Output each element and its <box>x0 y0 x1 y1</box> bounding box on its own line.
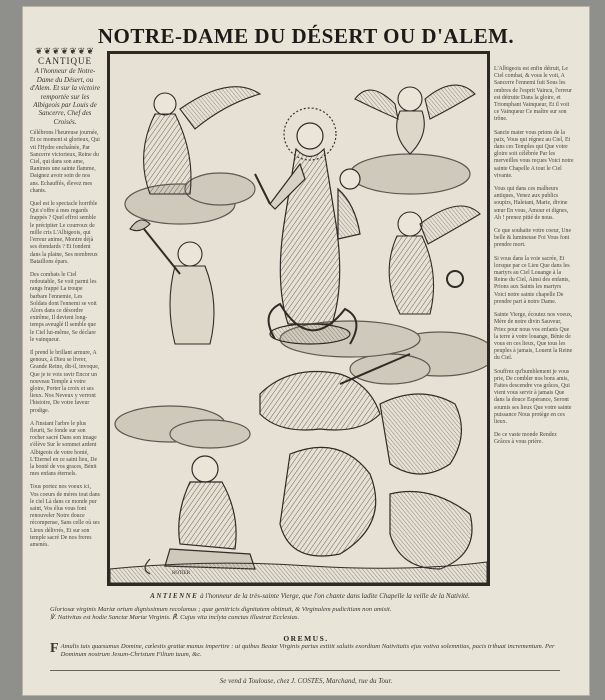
antienne-text: à l'honneur de la très-sainte Vierge, que l'on chante dans ladite Chapelle la veille de la Nativité. <box>200 592 470 600</box>
stanza: Sainte Vierge, écoutez nos voeux, Mère de notre divin Sauveur, Priez pour nous vos enfants Que la terre à votre louange, Bénie de vous en ces lieux, Que tous les peuples à jamais, Louent la Reine du Ciel. <box>494 312 573 362</box>
engraving-illustration <box>110 54 487 583</box>
stanza: Célébrons l'heureuse journée, Et ce moment si glorieux, Qui vit l'Hydre enchaînée, Par Sancerre victorieux, Reine du Ciel, qui dans son ame, Ranimes une sainte flamme, Daignez avoir soin de nos ans. Echauffés, élevez mes chants. <box>30 130 100 194</box>
oremus-heading: OREMUS. <box>283 634 329 643</box>
engraver-signature: ROTIER <box>172 571 191 576</box>
printer-imprint: Se vend à Toulouse, chez J. COSTES, Marchand, rue du Tour. <box>219 677 393 685</box>
stanza: Souffrez qu'humblement je vous prie, De combler nos bons amis, Faites descendre vos grâces, Qui vient vous servir à jamais Que dans la douce Espérance, Seront soumis ses lieux Que votre sainte puissance Nous protège en ces lieux. <box>494 368 572 425</box>
stanza: L'Albigeois est enfin détruit, Le Ciel combat, & vous le voit, A Sancerre l'ennemi fuit Sous les ombres de l'esprit Vaincu, l'erreur est détruite Dans la gloire, et Triomphant Vainqueur, Et il voit ce Vainqueur Ce maître sur son trône. <box>494 66 572 123</box>
stanza: Si vous dans la voie sacrée, Et lorsque par ce Lieu Que dans les martyrs au Ciel Louange à la Reine du Ciel, Ainsi des enfants, Prions aux Saints les martyrs Voici notre sainte chapelle De prendre part à notre Dame. <box>494 255 570 305</box>
antienne-line <box>50 592 570 600</box>
left-column <box>30 48 100 555</box>
divider <box>50 670 560 671</box>
latin-antiphon <box>50 606 570 622</box>
antienne-label: ANTIENNE <box>150 592 199 600</box>
right-column <box>494 66 574 453</box>
prayer-text <box>50 643 580 659</box>
stanza: Des combats le Ciel redoutable, Se voit parmi les rangs frappé La troupe barbare l'ennemie, Les Soldats dont l'ennemi se voit Alors dans ce désordre extrême, Il devient long-temps aveuglé Il semble que le Ciel lui-même, Se déclare le vainqueur. <box>30 271 97 343</box>
stanza: Sancte mater vous prions de la paix, Vous qui régnez au Ciel, Et dans ces Temples qui Que votre gloire soit célébrée Par les merveilles vous reçues Voici notre sainte Chapelle A tout le Ciel vivante. <box>494 129 574 179</box>
prayer-dropcap: F <box>50 641 59 656</box>
broadsheet <box>22 6 590 696</box>
stanza: Quel est le spectacle horrible Qui s'offre à mes regards frappés ? Quel effroi semble le précipiter Le courroux de mille cris L'Albigeois, qui l'erreur anime, Montre déjà ses étendards ? Et fondent dans la plaine, Ses nombreux Bataillons épars. <box>30 201 98 265</box>
latin-line: ℣. Nativitas est hodie Sanctæ Mariæ Virginis. ℟. Cujus vita inclyta cunctas illustrat Ecclesias. <box>50 614 300 622</box>
ornament-fleurons: ❦❦❦❦❦❦❦ <box>35 46 95 56</box>
cantique-heading: CANTIQUE <box>38 56 92 67</box>
prayer-body: Amulis tuis quæsumus Domine, cœlestis gratiæ munus impertire : ut quibus Beatæ Virginis partus extitit salutis exordium Nativitatis ejus votiva solemnitas, pacis tribuat incrementum. Per Dominum nostrum Jesum-Christum Filium tuum, &c. <box>60 643 555 659</box>
stanza: Tous portez nos voeux ici, Vos coeurs de mères tout dans le ciel Là dans ce monde pur saint, Vos élus vous font renouveler Notre douce récompense, Sans celle où ses Lieux délivrés, Et sur son temple sacré De nos freres amenés. <box>30 484 100 549</box>
page-title: NOTRE-DAME DU DÉSERT OU D'ALEM. <box>97 24 515 48</box>
latin-line: Gloriosæ virginis Mariæ ortum dignissimum recolamus ; quæ genitricis dignitatem obtinuit, & Virginalem pudicitiam non amisit. <box>50 606 392 613</box>
stanza: Il prend le brillant armure, A genoux, à Dieu se livrer, Grande Reine, dit-il, invoque, Que je te vois ravir Encor un nouveau Temple à votre gloire, Porter la croix et ses lieux. Nos Neveux y verront l'histoire, De votre faveur prodige. <box>30 349 100 414</box>
woodcut-engraving <box>107 51 490 586</box>
dedication: A l'honneur de Notre-Dame du Désert, ou d'Alem. Et sur la victoire remportée sur les Albigeois par Louis de Sancerre, Chef des Croisés. <box>30 67 100 126</box>
stanza: Vous qui dans ces malheurs antiques, Venez aux publics soupirs, Haletant, Marie, divine sœur En vous, Amour et dignes, Ah ! prenez pitié de nous. <box>494 186 569 221</box>
stanza: A l'instant l'arbre le plus fleurit, Se fonde sur son rocher sacré Dans son image s'élève Sur le sommet ardent Albigeois de votre bonté, L'Eternel en ce saint lieu, De la bonté de vos graces, Bénit mes enfans éternels. <box>30 420 98 478</box>
stanza: Ce que souhaite votre coeur, Une belle & lumineuse Foi Vous font prendre mort. <box>494 228 572 249</box>
stanza: De ce vaste monde Rendez Grâces à vous prière. <box>494 432 557 446</box>
